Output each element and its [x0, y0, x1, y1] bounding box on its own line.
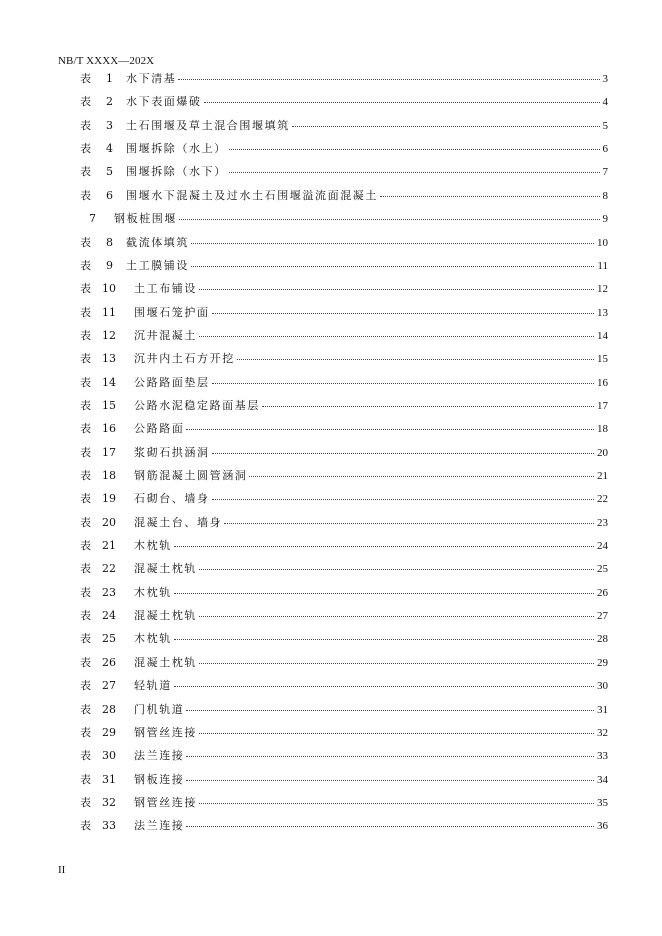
toc-entry-number: 10	[102, 282, 116, 296]
toc-entry-body	[134, 538, 608, 554]
toc-entry-number: 5	[106, 165, 113, 179]
toc-dot-leader	[292, 116, 608, 127]
toc-entry-number: 26	[102, 655, 116, 669]
toc-entry[interactable]	[0, 631, 662, 647]
toc-entry-title: 公路水泥稳定路面基层	[134, 398, 260, 412]
toc-entry[interactable]	[0, 445, 662, 461]
toc-entry-prefix: 表	[80, 469, 91, 482]
toc-entry-body	[134, 818, 608, 834]
toc-dot-leader	[174, 536, 608, 547]
toc-entry-body	[134, 795, 608, 811]
toc-dot-leader	[212, 489, 608, 500]
toc-entry-body	[126, 235, 608, 251]
toc-dot-leader	[191, 256, 608, 267]
toc-entry[interactable]	[0, 772, 662, 788]
toc-entry[interactable]	[0, 748, 662, 764]
toc-entry[interactable]	[0, 678, 662, 694]
toc-entry-body	[126, 118, 608, 134]
toc-entry-prefix: 表	[80, 188, 91, 202]
toc-entry-body	[134, 608, 608, 624]
toc-entry-body	[134, 491, 608, 507]
toc-dot-leader	[262, 396, 608, 407]
toc-dot-leader	[199, 279, 608, 290]
toc-entry-number: 6	[106, 188, 113, 202]
toc-entry-title: 木枕轨	[134, 539, 172, 552]
toc-entry-number: 19	[102, 492, 116, 506]
toc-entry[interactable]	[0, 491, 662, 507]
toc-entry-page: 22	[597, 493, 608, 506]
toc-entry-prefix: 表	[80, 725, 91, 739]
toc-entry-title: 石砌台、墙身	[134, 492, 210, 506]
toc-entry-body	[134, 561, 608, 577]
toc-entry-body	[134, 445, 608, 461]
toc-entry-number: 31	[102, 772, 116, 786]
toc-entry-prefix: 表	[80, 515, 91, 529]
toc-dot-leader	[237, 349, 608, 360]
toc-entry-page: 21	[597, 470, 608, 482]
toc-entry-title: 混凝土枕轨	[134, 609, 197, 623]
toc-entry-page: 25	[597, 563, 608, 576]
toc-dot-leader	[199, 653, 608, 664]
toc-dot-leader	[179, 209, 608, 220]
toc-dot-leader	[178, 69, 608, 80]
toc-entry[interactable]	[0, 468, 662, 484]
toc-entry-prefix: 表	[80, 749, 91, 763]
toc-entry-page: 36	[597, 820, 608, 833]
toc-dot-leader	[199, 793, 608, 804]
toc-dot-leader	[174, 676, 608, 687]
toc-entry-body	[134, 772, 608, 788]
toc-entry-body	[134, 305, 608, 321]
toc-entry-page: 3	[602, 73, 608, 85]
toc-entry-title: 法兰连接	[134, 819, 185, 833]
toc-entry-prefix: 表	[80, 142, 91, 156]
toc-entry[interactable]	[0, 702, 662, 718]
toc-entry-title: 沉井混凝土	[134, 328, 197, 342]
toc-entry-title: 钢筋混凝土圆管涵洞	[134, 469, 248, 482]
toc-entry-page: 34	[597, 773, 608, 786]
toc-entry-title: 门机轨道	[134, 702, 185, 716]
toc-entry-page: 27	[597, 610, 608, 623]
toc-entry-body	[114, 211, 608, 227]
toc-entry-prefix: 表	[80, 795, 91, 809]
toc-entry-number: 9	[106, 258, 113, 272]
toc-entry-body	[126, 188, 608, 204]
toc-entry-prefix: 表	[80, 305, 91, 319]
toc-entry-title: 围堰拆除（水上）	[126, 142, 227, 156]
toc-entry-body	[134, 725, 608, 741]
toc-entry-title: 钢管丝连接	[134, 725, 197, 739]
toc-entry-title: 浆砌石拱涵洞	[134, 445, 210, 459]
toc-entry-title: 沉井内土石方开挖	[134, 352, 235, 366]
toc-dot-leader	[212, 303, 608, 314]
toc-entry-prefix: 表	[80, 422, 91, 436]
toc-entry-page: 15	[597, 353, 608, 366]
toc-entry-number: 18	[102, 469, 116, 482]
toc-entry-prefix: 表	[80, 352, 91, 366]
toc-dot-leader	[212, 443, 608, 454]
toc-entry[interactable]	[0, 585, 662, 601]
toc-entry-body	[134, 515, 608, 531]
toc-entry[interactable]	[0, 538, 662, 554]
toc-entry-prefix: 表	[80, 282, 91, 296]
toc-entry-body	[134, 655, 608, 671]
toc-entry-prefix: 表	[80, 375, 91, 389]
toc-entry[interactable]	[0, 211, 662, 227]
toc-entry-page: 20	[597, 446, 608, 459]
toc-entry[interactable]	[0, 94, 662, 110]
toc-entry-prefix: 表	[80, 772, 91, 786]
toc-entry-prefix: 表	[80, 585, 91, 599]
page-number: II	[58, 864, 66, 876]
toc-entry-page: 10	[597, 236, 608, 249]
toc-entry-title: 轻轨道	[134, 679, 172, 693]
toc-entry-title: 钢板连接	[134, 772, 185, 786]
toc-entry-body	[134, 678, 608, 694]
toc-entry-title: 混凝土台、墙身	[134, 515, 223, 529]
toc-entry-body	[126, 71, 608, 87]
toc-entry-prefix: 表	[80, 539, 91, 552]
toc-entry-page: 9	[602, 213, 608, 226]
toc-entry[interactable]	[0, 188, 662, 204]
toc-entry[interactable]	[0, 725, 662, 741]
toc-entry-title: 公路路面	[134, 422, 185, 436]
toc-entry-page: 30	[597, 680, 608, 693]
toc-entry-prefix: 表	[80, 258, 91, 272]
toc-entry[interactable]	[0, 375, 662, 391]
toc-entry-page: 8	[602, 189, 608, 202]
toc-entry-body	[134, 702, 608, 718]
toc-entry-page: 23	[597, 516, 608, 529]
toc-entry-body	[134, 421, 608, 437]
toc-entry-title: 水下清基	[126, 72, 177, 85]
toc-entry-page: 13	[597, 306, 608, 319]
toc-entry-title: 土工膜铺设	[126, 258, 189, 272]
toc-entry-number: 15	[102, 398, 116, 412]
document-code: NB/T XXXX—202X	[58, 55, 155, 67]
toc-entry-number: 20	[102, 515, 116, 529]
toc-entry-title: 公路路面垫层	[134, 375, 210, 389]
toc-entry-number: 33	[102, 819, 116, 833]
toc-entry-page: 17	[597, 399, 608, 412]
toc-entry-page: 14	[597, 329, 608, 342]
toc-entry-title: 土工布铺设	[134, 282, 197, 296]
toc-entry-body	[134, 398, 608, 414]
toc-entry-number: 32	[102, 795, 116, 809]
toc-entry-title: 水下表面爆破	[126, 95, 202, 109]
toc-entry-title: 围堰拆除（水下）	[126, 165, 227, 179]
toc-entry[interactable]	[0, 655, 662, 671]
toc-entry-prefix: 表	[80, 398, 91, 412]
toc-entry[interactable]	[0, 164, 662, 180]
toc-entry[interactable]	[0, 328, 662, 344]
toc-entry-number: 21	[102, 539, 116, 552]
toc-entry[interactable]	[0, 71, 662, 87]
toc-entry-prefix: 表	[80, 165, 91, 179]
toc-entry-page: 26	[597, 586, 608, 599]
toc-entry-body	[134, 631, 608, 647]
toc-entry-number: 14	[102, 375, 116, 389]
toc-entry-number: 22	[102, 562, 116, 576]
toc-entry[interactable]	[0, 118, 662, 134]
toc-entry-prefix: 表	[80, 445, 91, 459]
toc-dot-leader	[186, 746, 608, 757]
toc-entry-number: 8	[106, 235, 113, 249]
toc-dot-leader	[186, 770, 608, 781]
toc-entry[interactable]	[0, 141, 662, 157]
toc-entry[interactable]	[0, 795, 662, 811]
toc-entry[interactable]	[0, 305, 662, 321]
toc-entry-number: 23	[102, 585, 116, 599]
toc-entry-prefix: 表	[80, 702, 91, 716]
toc-entry-title: 混凝土枕轨	[134, 655, 197, 669]
toc-dot-leader	[229, 162, 608, 173]
toc-entry-prefix: 表	[80, 328, 91, 342]
toc-entry-page: 35	[597, 796, 608, 809]
toc-dot-leader	[186, 816, 608, 827]
toc-entry[interactable]	[0, 561, 662, 577]
toc-dot-leader	[199, 559, 608, 570]
toc-dot-leader	[199, 723, 608, 734]
toc-entry-page: 31	[597, 703, 608, 716]
toc-entry[interactable]	[0, 258, 662, 274]
toc-entry-title: 围堰石笼护面	[134, 305, 210, 319]
toc-entry-prefix: 表	[80, 819, 91, 833]
toc-entry[interactable]	[0, 608, 662, 624]
toc-entry-title: 法兰连接	[134, 749, 185, 763]
toc-entry-title: 混凝土枕轨	[134, 562, 197, 576]
toc-entry-body	[134, 748, 608, 764]
toc-entry-title: 钢板桩围堰	[114, 212, 177, 226]
toc-entry-prefix: 表	[80, 118, 91, 132]
toc-entry-number: 30	[102, 749, 116, 763]
toc-entry-body	[134, 585, 608, 601]
toc-dot-leader	[199, 326, 608, 337]
toc-dot-leader	[199, 606, 608, 617]
toc-entry-page: 29	[597, 656, 608, 669]
toc-entry-prefix: 表	[80, 632, 91, 646]
toc-entry-title: 木枕轨	[134, 632, 172, 646]
toc-entry-page: 4	[602, 96, 608, 109]
toc-entry-prefix: 表	[80, 95, 91, 109]
toc-entry-page: 12	[597, 283, 608, 296]
toc-dot-leader	[212, 373, 608, 384]
toc-dot-leader	[380, 186, 608, 197]
toc-dot-leader	[191, 233, 608, 244]
toc-dot-leader	[249, 466, 608, 477]
toc-entry-prefix: 表	[80, 562, 91, 576]
toc-entry-prefix: 表	[80, 492, 91, 506]
toc-entry-body	[126, 94, 608, 110]
toc-entry-body	[126, 258, 608, 274]
toc-entry-number: 1	[106, 72, 113, 85]
toc-entry-prefix: 表	[80, 679, 91, 693]
toc-entry-number: 2	[106, 95, 113, 109]
toc-entry-number: 25	[102, 632, 116, 646]
toc-entry-prefix: 表	[80, 655, 91, 669]
toc-dot-leader	[229, 139, 608, 150]
toc-entry-page: 24	[597, 540, 608, 552]
toc-entry-body	[134, 328, 608, 344]
toc-entry-number: 7	[89, 212, 96, 226]
toc-entry[interactable]	[0, 351, 662, 367]
toc-entry-prefix: 表	[80, 235, 91, 249]
toc-entry-number: 28	[102, 702, 116, 716]
toc-entry-number: 27	[102, 679, 116, 693]
toc-entry[interactable]	[0, 421, 662, 437]
toc-entry-body	[126, 141, 608, 157]
toc-entry-page: 16	[597, 376, 608, 389]
toc-dot-leader	[224, 513, 608, 524]
toc-dot-leader	[204, 92, 608, 103]
toc-entry-title: 截流体填筑	[126, 235, 189, 249]
toc-entry-body	[134, 281, 608, 297]
toc-entry-number: 11	[102, 305, 116, 319]
toc-entry-title: 木枕轨	[134, 585, 172, 599]
toc-entry-number: 12	[102, 328, 116, 342]
toc-entry[interactable]	[0, 235, 662, 251]
toc-entry-title: 围堰水下混凝土及过水土石围堰溢流面混凝土	[126, 188, 378, 202]
toc-entry-number: 4	[106, 142, 113, 156]
toc-entry-number: 16	[102, 422, 116, 436]
toc-entry-body	[134, 468, 608, 484]
toc-entry-number: 29	[102, 725, 116, 739]
toc-dot-leader	[186, 419, 608, 430]
toc-entry-page: 28	[597, 633, 608, 646]
toc-entry-number: 3	[106, 118, 113, 132]
toc-entry-page: 5	[602, 119, 608, 132]
toc-entry-body	[134, 375, 608, 391]
toc-entry-page: 7	[602, 166, 608, 179]
toc-entry[interactable]	[0, 818, 662, 834]
toc-entry-prefix: 表	[80, 609, 91, 623]
toc-entry-title: 钢管丝连接	[134, 795, 197, 809]
toc-entry-title: 土石围堰及草土混合围堰填筑	[126, 118, 290, 132]
toc-entry-number: 24	[102, 609, 116, 623]
toc-entry-page: 32	[597, 726, 608, 739]
toc-entry-prefix: 表	[80, 72, 91, 85]
toc-entry[interactable]	[0, 515, 662, 531]
toc-entry-page: 18	[597, 423, 608, 436]
toc-entry-body	[126, 164, 608, 180]
toc-entry-page: 33	[597, 750, 608, 763]
toc-entry-page: 6	[602, 143, 608, 156]
toc-entry-page: 11	[597, 259, 608, 272]
toc-entry[interactable]	[0, 398, 662, 414]
toc-dot-leader	[174, 583, 608, 594]
toc-dot-leader	[174, 629, 608, 640]
toc-entry-body	[134, 351, 608, 367]
toc-entry-number: 13	[102, 352, 116, 366]
toc-entry[interactable]	[0, 281, 662, 297]
toc-entry-number: 17	[102, 445, 116, 459]
toc-dot-leader	[186, 700, 608, 711]
